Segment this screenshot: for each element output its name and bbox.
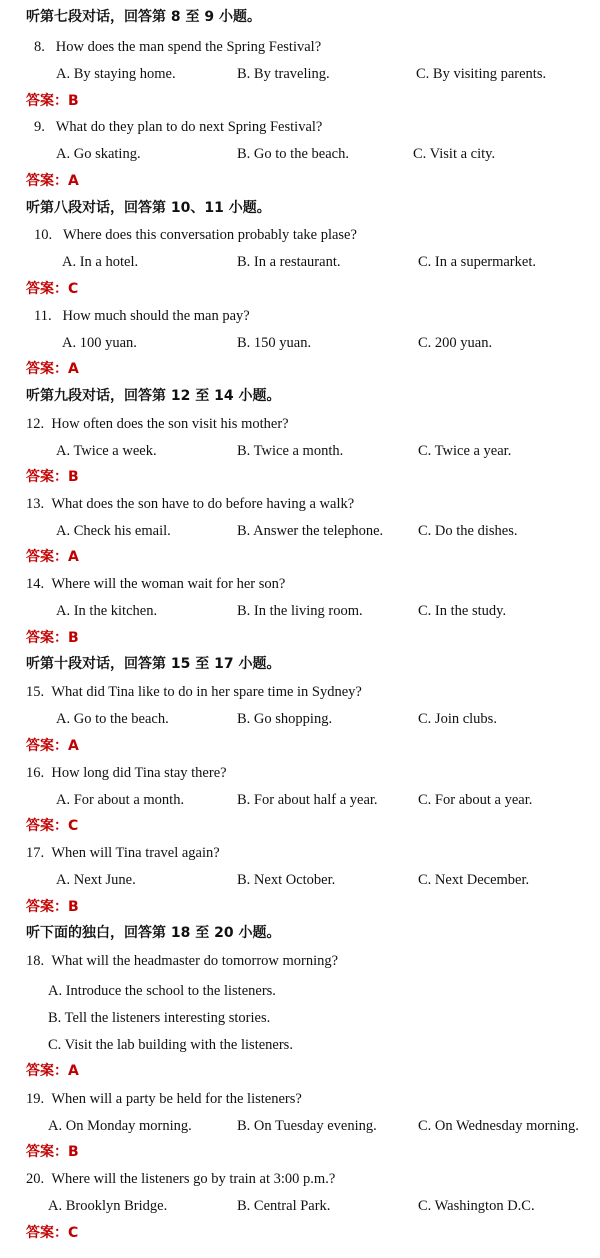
question-text: What will the headmaster do tomorrow morning? — [51, 953, 339, 969]
answer-value: B — [68, 899, 79, 915]
answer-value: C — [68, 818, 79, 834]
option-a: A. In a hotel. — [62, 254, 139, 270]
answer-line — [26, 819, 78, 833]
answer-line — [26, 174, 79, 188]
question-number: 10. — [34, 227, 53, 243]
question — [26, 1172, 335, 1187]
question-number: 9. — [34, 119, 45, 135]
answer-value: A — [68, 361, 79, 377]
question-number: 12. — [26, 416, 45, 432]
question-number: 13. — [26, 496, 45, 512]
answer-label: 答案： — [26, 818, 68, 834]
option-c: C. Next December. — [418, 872, 530, 888]
question-text: When will Tina travel again? — [51, 845, 220, 861]
option-a: A. Check his email. — [56, 523, 171, 539]
question-number: 15. — [26, 684, 45, 700]
question — [34, 40, 321, 55]
question — [26, 685, 362, 700]
answer-label: 答案： — [26, 281, 68, 297]
answer-label: 答案： — [26, 173, 68, 189]
answer-value: A — [68, 549, 79, 565]
option-c: C. Do the dishes. — [418, 523, 518, 539]
question-text: Where does this conversation probably take plase? — [63, 227, 357, 243]
question-number: 19. — [26, 1091, 45, 1107]
answer-line — [26, 470, 79, 484]
answer-line — [26, 631, 79, 645]
option-a: A. On Monday morning. — [48, 1118, 192, 1134]
answer-value: B — [68, 630, 79, 646]
answer-value: B — [68, 1144, 79, 1160]
question-text: How often does the son visit his mother? — [51, 416, 289, 432]
question — [26, 577, 285, 592]
question — [26, 417, 289, 432]
question-number: 14. — [26, 576, 45, 592]
option-b: B. In a restaurant. — [237, 254, 341, 270]
answer-line — [26, 94, 79, 108]
question-text: When will a party be held for the listeners? — [51, 1091, 302, 1107]
question-text: Where will the listeners go by train at 3:00 p.m.? — [51, 1171, 336, 1187]
question-number: 17. — [26, 845, 45, 861]
option-c: C. 200 yuan. — [418, 335, 493, 351]
option-b: B. By traveling. — [237, 66, 330, 82]
option-a: A. For about a month. — [56, 792, 185, 808]
answer-label: 答案： — [26, 899, 68, 915]
option-a: A. Brooklyn Bridge. — [48, 1198, 168, 1214]
section-heading: 听第九段对话，回答第 12 至 14 小题。 — [26, 388, 281, 404]
option-b: B. Twice a month. — [237, 443, 344, 459]
option-b: B. For about half a year. — [237, 792, 378, 808]
option-b: B. Go shopping. — [237, 711, 333, 727]
question — [26, 1092, 302, 1107]
answer-label: 答案： — [26, 1063, 68, 1079]
option-c: C. On Wednesday morning. — [418, 1118, 579, 1134]
answer-line — [26, 1145, 79, 1159]
option-c: C. Join clubs. — [418, 711, 497, 727]
answer-label: 答案： — [26, 469, 68, 485]
answer-value: B — [68, 93, 79, 109]
answer-value: B — [68, 469, 79, 485]
question-text: What do they plan to do next Spring Festival? — [55, 119, 323, 135]
answer-value: C — [68, 281, 79, 297]
option-a: A. In the kitchen. — [56, 603, 158, 619]
section-heading: 听下面的独白，回答第 18 至 20 小题。 — [26, 925, 281, 941]
answer-label: 答案： — [26, 630, 68, 646]
answer-line — [26, 1226, 78, 1240]
answer-label: 答案： — [26, 361, 68, 377]
option-a: A. Go skating. — [56, 146, 141, 162]
option-b: B. Central Park. — [237, 1198, 331, 1214]
option-c: C. In a supermarket. — [418, 254, 536, 270]
question-number: 20. — [26, 1171, 45, 1187]
option-a: A. 100 yuan. — [62, 335, 137, 351]
answer-line — [26, 282, 78, 296]
question-text: How does the man spend the Spring Festival? — [55, 39, 322, 55]
question — [26, 846, 220, 861]
answer-label: 答案： — [26, 93, 68, 109]
option-a: A. Go to the beach. — [56, 711, 169, 727]
answer-label: 答案： — [26, 549, 68, 565]
answer-label: 答案： — [26, 738, 68, 754]
question-number: 18. — [26, 953, 45, 969]
question — [26, 954, 338, 969]
answer-value: A — [68, 173, 79, 189]
option-b: B. Next October. — [237, 872, 336, 888]
option-b: B. 150 yuan. — [237, 335, 312, 351]
answer-label: 答案： — [26, 1144, 68, 1160]
option-c: C. In the study. — [418, 603, 507, 619]
option-c: C. Visit a city. — [413, 146, 496, 162]
option-c: C. By visiting parents. — [416, 66, 547, 82]
question — [26, 766, 227, 781]
option-b: B. Go to the beach. — [237, 146, 349, 162]
option-c: C. Washington D.C. — [418, 1198, 535, 1214]
answer-line — [26, 1064, 79, 1078]
answer-value: A — [68, 1063, 79, 1079]
question-text: What does the son have to do before having a walk? — [51, 496, 355, 512]
question — [34, 120, 322, 135]
section-heading: 听第八段对话，回答第 10、11 小题。 — [26, 200, 271, 216]
option-b: B. In the living room. — [237, 603, 363, 619]
option-a: A. Twice a week. — [56, 443, 157, 459]
option-b: B. Tell the listeners interesting stories. — [48, 1010, 271, 1026]
answer-value: A — [68, 738, 79, 754]
option-a: A. Next June. — [56, 872, 136, 888]
question-number: 8. — [34, 39, 45, 55]
section-heading: 听第七段对话，回答第 8 至 9 小题。 — [26, 9, 261, 25]
section-heading: 听第十段对话，回答第 15 至 17 小题。 — [26, 656, 281, 672]
question-text: Where will the woman wait for her son? — [51, 576, 286, 592]
option-b: B. Answer the telephone. — [237, 523, 384, 539]
option-a: A. Introduce the school to the listeners. — [48, 983, 276, 999]
question-number: 11. — [34, 308, 52, 324]
option-c: C. For about a year. — [418, 792, 533, 808]
answer-label: 答案： — [26, 1225, 68, 1241]
question — [26, 497, 354, 512]
answer-line — [26, 900, 79, 914]
option-a: A. By staying home. — [56, 66, 176, 82]
answer-value: C — [68, 1225, 79, 1241]
question — [34, 228, 357, 243]
question-text: How much should the man pay? — [62, 308, 250, 324]
option-c: C. Twice a year. — [418, 443, 512, 459]
question — [34, 309, 250, 324]
question-text: What did Tina like to do in her spare time in Sydney? — [51, 684, 362, 700]
answer-line — [26, 550, 79, 564]
option-c: C. Visit the lab building with the listeners. — [48, 1037, 293, 1053]
answer-line — [26, 739, 79, 753]
option-b: B. On Tuesday evening. — [237, 1118, 377, 1134]
question-number: 16. — [26, 765, 45, 781]
question-text: How long did Tina stay there? — [51, 765, 227, 781]
answer-line — [26, 362, 79, 376]
